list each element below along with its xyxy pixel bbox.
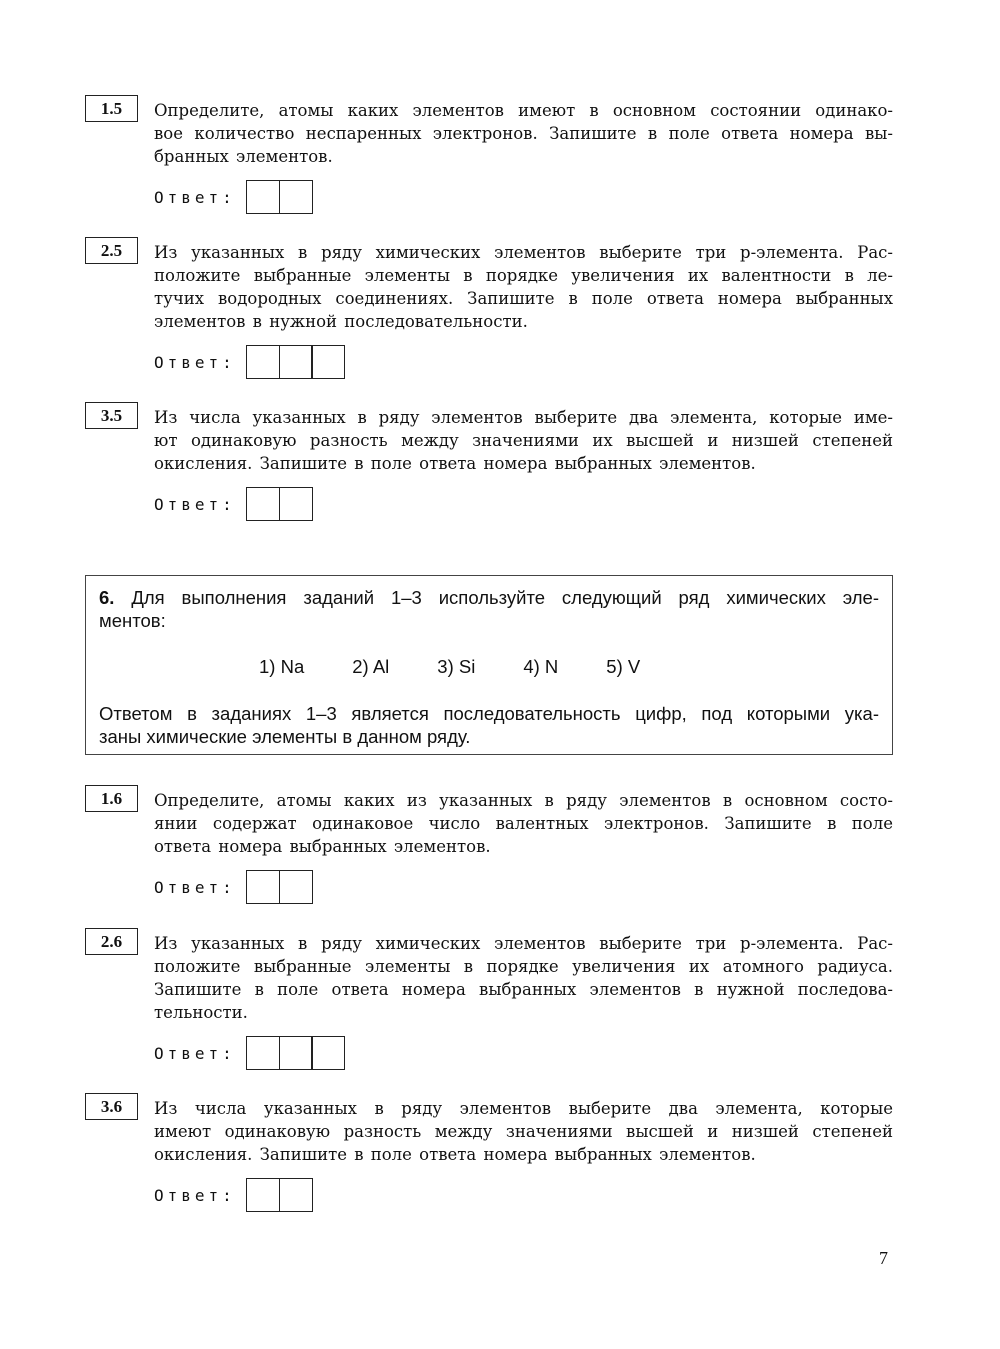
answer-cell[interactable] bbox=[279, 1178, 313, 1212]
info-note-line: заны химические элементы в данном ряду. bbox=[99, 726, 471, 747]
answer-field bbox=[154, 1036, 345, 1070]
task-number: 3.5 bbox=[85, 402, 138, 429]
answer-label: Ответ: bbox=[154, 1185, 236, 1205]
answer-label: Ответ: bbox=[154, 1043, 236, 1063]
answer-cell[interactable] bbox=[279, 487, 313, 521]
answer-cell[interactable] bbox=[311, 1036, 345, 1070]
task-number: 1.6 bbox=[85, 785, 138, 812]
task-text-line: элементов в нужной последовательности. bbox=[154, 312, 528, 331]
task-text-line: имеют одинаковую разность между значениями высшей и низшей степеней bbox=[154, 1122, 893, 1141]
answer-cell[interactable] bbox=[246, 870, 280, 904]
info-note-line: Ответом в заданиях 1–3 является последовательность цифр, под которыми ука- bbox=[99, 703, 879, 724]
task-text-line: окисления. Запишите в поле ответа номера выбранных элементов. bbox=[154, 1145, 756, 1164]
answer-field bbox=[154, 487, 313, 521]
answer-label: Ответ: bbox=[154, 877, 236, 897]
task-text-line: Определите, атомы каких из указанных в ряду элементов в основном состо- bbox=[154, 791, 893, 810]
page-number: 7 bbox=[879, 1248, 888, 1268]
info-intro-text: Для выполнения заданий 1–3 используйте следующий ряд химических эле- bbox=[131, 587, 879, 608]
info-number: 6. bbox=[99, 587, 115, 608]
task-text-line: тельности. bbox=[154, 1003, 248, 1022]
task-text bbox=[154, 789, 893, 858]
answer-label: Ответ: bbox=[154, 494, 236, 514]
task-text-line: Из числа указанных в ряду элементов выберите два элемента, которые име- bbox=[154, 408, 893, 427]
task-text-line: Из указанных в ряду химических элементов выберите три p-элемента. Рас- bbox=[154, 934, 893, 953]
task-text bbox=[154, 241, 893, 333]
task-text-line: Из указанных в ряду химических элементов выберите три p-элемента. Рас- bbox=[154, 243, 893, 262]
answer-cell[interactable] bbox=[246, 487, 280, 521]
task-text-line: положите выбранные элементы в порядке увеличения их валентности в ле- bbox=[154, 266, 893, 285]
task-number: 2.5 bbox=[85, 237, 138, 264]
element-item: 4) N bbox=[523, 656, 559, 677]
task-text-line: вое количество неспаренных электронов. Запишите в поле ответа номера вы- bbox=[154, 124, 893, 143]
answer-field bbox=[154, 180, 313, 214]
answer-cell[interactable] bbox=[246, 1178, 280, 1212]
element-item: 5) V bbox=[606, 656, 641, 677]
answer-cell[interactable] bbox=[246, 345, 280, 379]
element-item: 3) Si bbox=[437, 656, 476, 677]
task-number: 3.6 bbox=[85, 1093, 138, 1120]
element-list bbox=[259, 656, 640, 678]
task-text bbox=[154, 1097, 893, 1166]
answer-cell[interactable] bbox=[246, 1036, 280, 1070]
task-text-line: Запишите в поле ответа номера выбранных элементов в нужной последова- bbox=[154, 980, 893, 999]
info-intro-line bbox=[99, 586, 879, 609]
answer-cell[interactable] bbox=[279, 1036, 313, 1070]
task-text bbox=[154, 932, 893, 1024]
task-text bbox=[154, 406, 893, 475]
answer-label: Ответ: bbox=[154, 352, 236, 372]
answer-field bbox=[154, 1178, 313, 1212]
answer-cell[interactable] bbox=[311, 345, 345, 379]
task-text-line: Определите, атомы каких элементов имеют в основном состоянии одинако- bbox=[154, 101, 893, 120]
info-intro-line: ментов: bbox=[99, 610, 166, 631]
task-text-line: окисления. Запишите в поле ответа номера выбранных элементов. bbox=[154, 454, 756, 473]
answer-cell[interactable] bbox=[246, 180, 280, 214]
answer-cell[interactable] bbox=[279, 180, 313, 214]
answer-cell[interactable] bbox=[279, 345, 313, 379]
answer-cell[interactable] bbox=[279, 870, 313, 904]
element-item: 2) Al bbox=[352, 656, 390, 677]
answer-label: Ответ: bbox=[154, 187, 236, 207]
info-box-6 bbox=[85, 575, 893, 755]
task-text bbox=[154, 99, 893, 168]
task-text-line: ют одинаковую разность между значениями их высшей и низшей степеней bbox=[154, 431, 893, 450]
task-number: 2.6 bbox=[85, 928, 138, 955]
task-text-line: тучих водородных соединениях. Запишите в поле ответа номера выбранных bbox=[154, 289, 893, 308]
task-text-line: янии содержат одинаковое число валентных электронов. Запишите в поле bbox=[154, 814, 893, 833]
answer-field bbox=[154, 870, 313, 904]
task-text-line: бранных элементов. bbox=[154, 147, 333, 166]
answer-field bbox=[154, 345, 345, 379]
element-item: 1) Na bbox=[259, 656, 305, 677]
task-text-line: ответа номера выбранных элементов. bbox=[154, 837, 491, 856]
task-text-line: Из числа указанных в ряду элементов выберите два элемента, которые bbox=[154, 1099, 893, 1118]
task-number: 1.5 bbox=[85, 95, 138, 122]
task-text-line: положите выбранные элементы в порядке увеличения их атомного радиуса. bbox=[154, 957, 893, 976]
